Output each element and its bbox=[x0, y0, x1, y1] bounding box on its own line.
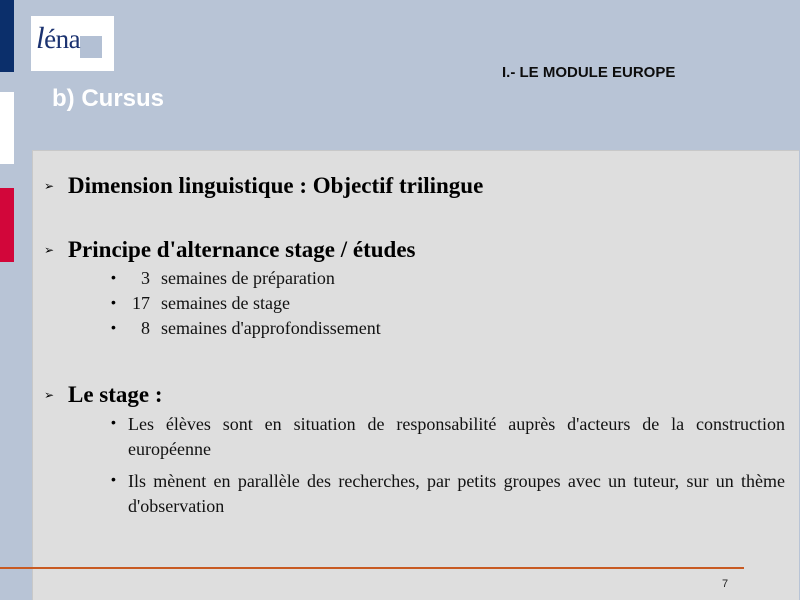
flag-stripe-red bbox=[0, 188, 14, 262]
arrow-bullet-icon: ➢ bbox=[44, 243, 55, 257]
sub-item-number: 17 bbox=[132, 293, 150, 313]
sub-item-label: semaines de préparation bbox=[161, 268, 335, 288]
arrow-bullet-icon: ➢ bbox=[44, 179, 55, 193]
page-number: 7 bbox=[722, 578, 729, 590]
sub-item-number: 8 bbox=[141, 318, 150, 338]
sub-bullet-icon: • bbox=[111, 414, 116, 430]
sub-bullet-icon: • bbox=[111, 294, 116, 310]
bullet-text: Principe d'alternance stage / études bbox=[68, 237, 416, 262]
sub-bullet-icon: • bbox=[111, 319, 116, 335]
flag-stripe-blue bbox=[0, 0, 14, 72]
sub-item-number: 3 bbox=[141, 268, 150, 288]
sub-item-label: semaines d'approfondissement bbox=[161, 318, 381, 338]
flag-stripe-white bbox=[0, 92, 14, 164]
logo-text: léna bbox=[36, 20, 81, 55]
sub-item-paragraph: Les élèves sont en situation de responsabilité auprès d'acteurs de la construction européenne bbox=[128, 414, 785, 459]
section-title: b) Cursus bbox=[52, 85, 165, 112]
content-panel bbox=[32, 150, 799, 600]
arrow-bullet-icon: ➢ bbox=[44, 388, 55, 402]
logo-square bbox=[80, 36, 102, 58]
sub-item-label: semaines de stage bbox=[161, 293, 290, 313]
sub-bullet-icon: • bbox=[111, 269, 116, 285]
bullet-text: Le stage : bbox=[68, 382, 163, 407]
bullet-text: Dimension linguistique : Objectif trilingue bbox=[68, 173, 484, 198]
ena-logo bbox=[31, 16, 114, 71]
footer-rule bbox=[0, 567, 744, 569]
module-title: I.- LE MODULE EUROPE bbox=[502, 64, 676, 81]
sub-item-paragraph: Ils mènent en parallèle des recherches, par petits groupes avec un tuteur, sur un thème d'observation bbox=[128, 471, 785, 516]
sub-bullet-icon: • bbox=[111, 471, 116, 487]
